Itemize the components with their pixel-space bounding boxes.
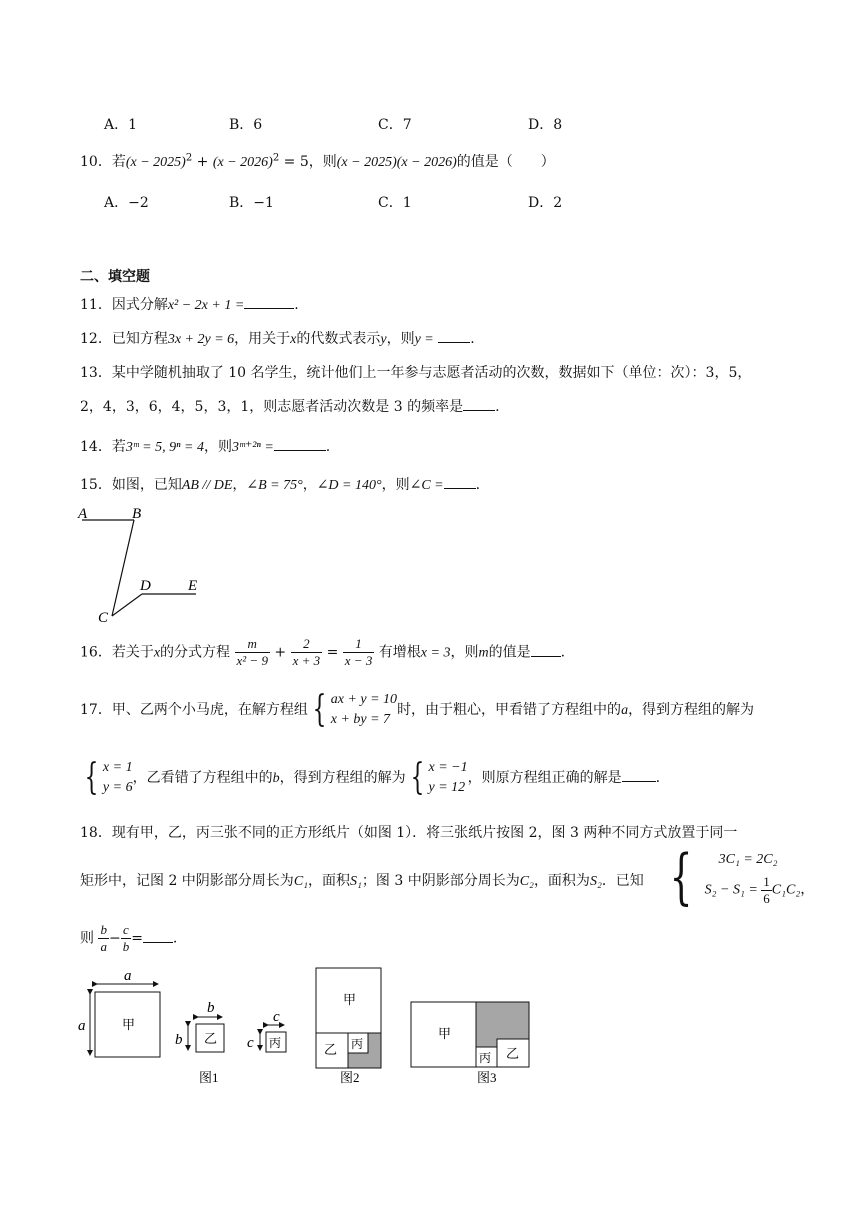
q12-expr: 3x + 2y = 6: [167, 332, 235, 347]
fig1-a-label-left: a: [78, 1018, 86, 1034]
q16-text4: ，则: [450, 644, 479, 661]
q18-fa-num: b: [100, 922, 107, 937]
q12-text4: ，则: [386, 331, 415, 347]
q15-angle-d: ∠D = 140°: [316, 478, 382, 493]
q11-expr: x² − 2x + 1 =: [167, 298, 245, 313]
fig1-c-label-left: c: [247, 1035, 254, 1051]
q14-number: 14．: [80, 439, 112, 455]
q9-option-d[interactable]: D．8: [528, 117, 563, 133]
q9-option-a[interactable]: A．1: [104, 117, 138, 133]
q17-solution1-brace: {: [84, 757, 99, 798]
q18-fb-num: c: [121, 922, 132, 939]
q18-s1: S₁: [350, 874, 362, 889]
question-18-line1: [80, 822, 737, 842]
q15-angle-c: ∠C =: [409, 478, 444, 493]
q17-solution2-brace: {: [410, 757, 424, 798]
q17-sol1b: y = 6: [102, 780, 133, 795]
q10-option-d[interactable]: D．2: [528, 195, 563, 211]
q16-f3-num: 1: [343, 636, 375, 653]
fig2-yi-label: 乙: [324, 1042, 338, 1057]
q18-cond2: [705, 874, 815, 907]
q16-var-x: x: [153, 645, 161, 661]
q16-f2-num: 2: [291, 636, 323, 653]
q14-expr: 3ᵐ = 5, 9ⁿ = 4: [125, 440, 204, 455]
fig2-caption: 图2: [340, 1070, 360, 1085]
q12-text1: 已知方程: [111, 331, 168, 347]
q13-number: 13．: [80, 365, 112, 381]
q17-end: .: [655, 770, 661, 786]
q18-line1: 现有甲，乙，丙三张不同的正方形纸片（如图 1）．将三张纸片按图 2，图 3 两种不同方式放置于同一: [111, 825, 738, 841]
q16-fraction-1: [235, 636, 270, 669]
q10-option-b[interactable]: B．−1: [229, 195, 274, 211]
q17-text5: ，得到方程组的解为: [279, 770, 406, 786]
fig3-caption: 图3: [477, 1070, 497, 1085]
q18-line3a: 则: [80, 930, 94, 947]
point-a-label: A: [78, 506, 88, 522]
q17-solution1: [103, 758, 133, 798]
fig1-a-label-top: a: [124, 968, 132, 984]
q17-text6: ，则原方程组正确的解是: [467, 770, 622, 786]
q18-number: 18．: [80, 825, 112, 841]
question-11: [80, 294, 299, 314]
q16-f2-den: x + 3: [292, 653, 321, 668]
q15-angle-b: ∠B = 75°: [246, 478, 303, 493]
q15-text3: ，则: [381, 477, 410, 493]
q18-conditions-body: [705, 846, 815, 907]
question-18-line3: [80, 922, 177, 955]
q10-sq1: 2: [185, 152, 193, 164]
q18-c2: C₂: [519, 874, 534, 889]
fig1-yi-label: 乙: [204, 1031, 218, 1046]
q18-line2c: ；图 3 中阴影部分周长为: [361, 873, 520, 889]
q18-end: .: [172, 930, 178, 947]
fig1-b-label-left: b: [175, 1032, 183, 1048]
point-c-label: C: [98, 610, 109, 626]
q18-figures: [70, 964, 540, 1090]
q15-text: 如图，已知: [111, 477, 182, 493]
fig1-bing-label: 丙: [269, 1036, 282, 1050]
q12-expr2: y =: [414, 332, 434, 347]
q10-expr3: (x − 2025)(x − 2026): [336, 155, 457, 170]
q16-text5: 的值是: [488, 644, 531, 661]
question-17-line1: [80, 690, 754, 730]
q11-number: 11．: [80, 297, 112, 313]
q18-cond2-den: 6: [763, 891, 770, 906]
q10-text-post: 的值是（ ）: [456, 154, 555, 170]
q18-frac-c-over-b: [121, 922, 132, 955]
q16-text2: 的分式方程: [160, 644, 231, 661]
question-15: [80, 474, 480, 494]
q15-number: 15．: [80, 477, 112, 493]
q10-expr2: (x − 2026): [212, 155, 273, 170]
q12-text2: ，用关于: [234, 331, 291, 347]
figure-1: [78, 968, 286, 1085]
q16-equals: =: [326, 644, 339, 661]
question-13-line1: [80, 362, 751, 382]
fig3-bing-label: 丙: [479, 1051, 492, 1065]
q18-fb-den: b: [122, 939, 130, 954]
q13-line1: 某中学随机抽取了 10 名学生，统计他们上一年参与志愿者活动的次数，数据如下（单位：次）：3，5，: [111, 365, 752, 381]
q11-answer-blank[interactable]: [244, 294, 294, 309]
q18-conditions-brace: {: [669, 841, 693, 912]
figure-3: [411, 1002, 529, 1085]
question-17-line2: [80, 758, 660, 798]
point-b-label: B: [132, 506, 142, 522]
q15-figure: [70, 502, 210, 628]
q17-solution2: [428, 758, 467, 798]
q15-expr: AB // DE: [181, 478, 233, 493]
q16-text1: 若关于: [111, 644, 154, 661]
q18-cond1: 3C₁ = 2C₂: [718, 852, 778, 867]
q11-text: 因式分解: [111, 297, 168, 313]
q16-var-m: m: [478, 645, 489, 661]
q9-option-c[interactable]: C．7: [378, 117, 412, 133]
q17-text1: 甲、乙两个小马虎，在解方程组: [111, 702, 308, 718]
q10-option-c[interactable]: C．1: [378, 195, 412, 211]
q16-fraction-2: [291, 636, 323, 669]
question-16: [80, 636, 565, 669]
point-e-label: E: [188, 578, 198, 594]
q18-comma: ，: [800, 882, 815, 898]
fig2-jia-label: 甲: [343, 992, 357, 1007]
q18-eq: =: [131, 930, 143, 947]
q16-number: 16．: [80, 644, 112, 661]
q18-frac-b-over-a: [98, 922, 109, 955]
q16-f1-num: m: [235, 636, 270, 653]
q14-text2: ，则: [203, 439, 232, 455]
q18-minus: −: [108, 930, 121, 947]
q12-answer-blank[interactable]: [438, 328, 470, 343]
q10-eq5: = 5，则: [279, 154, 337, 170]
q18-answer-blank[interactable]: [143, 928, 173, 943]
q18-conditions: [662, 841, 815, 912]
q12-var-x: x: [290, 332, 297, 347]
q15-sep: ，: [302, 477, 317, 493]
q16-fraction-3: [343, 636, 375, 669]
q18-cond2-right: C₁C₂: [771, 882, 801, 898]
q17-sol1a: x = 1: [102, 760, 133, 775]
q11-end: .: [294, 297, 299, 313]
q18-c1: C₁: [293, 874, 309, 889]
q13-answer-blank[interactable]: [463, 396, 495, 411]
q16-f3-den: x − 3: [344, 653, 373, 668]
q18-line2d: ，面积为: [533, 873, 590, 889]
q10-option-a[interactable]: A．−2: [104, 195, 149, 211]
q14-text: 若: [111, 439, 126, 455]
fig1-c-label-top: c: [273, 1009, 280, 1025]
q10-plus: +: [192, 154, 213, 170]
q10-number: 10．: [80, 154, 112, 170]
fig1-jia-label: 甲: [122, 1017, 136, 1032]
q12-end: .: [470, 331, 475, 347]
q13-end: .: [495, 399, 500, 415]
q16-answer-blank[interactable]: [531, 642, 561, 657]
q18-line2a: 矩形中，记图 2 中阴影部分周长为: [80, 873, 294, 889]
q18-cond2-frac: [761, 874, 772, 907]
q17-var-b: b: [272, 771, 280, 786]
question-10: [80, 151, 555, 171]
q9-option-b[interactable]: B．6: [229, 117, 263, 133]
fig1-b-label-top: b: [207, 1000, 215, 1016]
question-18-line2: [80, 870, 644, 890]
q16-root: x = 3: [420, 645, 451, 661]
q17-sol2a: x = −1: [428, 760, 468, 775]
question-13-line2: [80, 396, 500, 416]
section-title-fill-in: 二、填空题: [80, 269, 150, 285]
q15-answer-blank[interactable]: [444, 474, 476, 489]
q16-text3: 有增根: [378, 644, 421, 661]
fig1-caption: 图1: [199, 1070, 219, 1085]
q16-f1-den: x² − 9: [236, 653, 268, 668]
q17-text4: ，乙看错了方程组中的: [132, 770, 273, 786]
q12-text3: 的代数式表示: [296, 331, 381, 347]
q14-end: .: [325, 439, 331, 455]
q17-sol2b: y = 12: [428, 780, 466, 795]
q18-fa-den: a: [100, 939, 107, 954]
q17-var-a: a: [621, 703, 629, 718]
fig3-yi-label: 乙: [506, 1046, 520, 1061]
q10-text: 若: [111, 154, 126, 170]
q17-eq2: x + by = 7: [330, 712, 391, 727]
q18-cond2-left: S₂ − S₁ =: [704, 882, 758, 898]
q13-line2: 2，4，3，6，4，5，3，1，则志愿者活动次数是 3 的频率是: [80, 399, 464, 415]
q17-text3: ，得到方程组的解为: [628, 702, 755, 718]
q18-line2e: ．已知: [601, 873, 644, 889]
q18-line2b: ，面积: [308, 873, 351, 889]
q15-end: .: [475, 477, 481, 493]
q17-number: 17．: [80, 702, 112, 718]
question-14: [80, 436, 330, 456]
q18-s2: S₂: [589, 874, 602, 889]
q17-text2: 时，由于粗心，甲看错了方程组中的: [397, 702, 622, 718]
q14-answer-blank[interactable]: [274, 436, 326, 451]
q17-system-brace: {: [312, 689, 327, 730]
q18-cond2-num: 1: [763, 874, 770, 889]
q16-plus: +: [274, 644, 287, 661]
q17-system: [331, 690, 397, 730]
figure-2: [316, 968, 381, 1085]
q10-sq2: 2: [272, 152, 280, 164]
q17-answer-blank[interactable]: [622, 767, 656, 782]
question-12: [80, 328, 475, 348]
q16-end: .: [560, 644, 566, 661]
q12-var-y: y: [380, 332, 387, 347]
fig2-bing-label: 丙: [351, 1037, 364, 1051]
q10-expr1: (x − 2025): [125, 155, 186, 170]
q14-expr2: 3ᵐ⁺²ⁿ =: [231, 440, 274, 455]
q12-number: 12．: [80, 331, 112, 347]
q17-eq1: ax + y = 10: [330, 692, 398, 707]
q15-text2: ，: [232, 477, 247, 493]
fig3-jia-label: 甲: [438, 1026, 452, 1041]
point-d-label: D: [140, 578, 151, 594]
